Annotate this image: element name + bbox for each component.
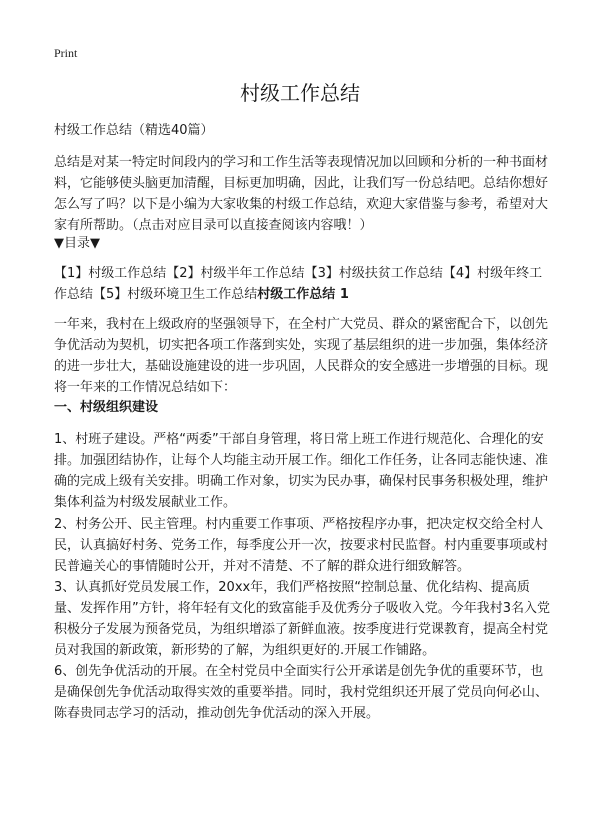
toc-link-1[interactable]: 【1】村级工作总结 [54, 266, 167, 281]
toc-link-3[interactable]: 【3】村级扶贫工作总结 [304, 266, 443, 281]
section-marker: 村级工作总结 1 [257, 287, 349, 302]
intro-paragraph: 总结是对某一特定时间段内的学习和工作生活等表现情况加以回顾和分析的一种书面材料，它能够使头脑更加清醒，目标更加明确，因此，让我们写一份总结吧。总结你想好怎么写了吗？以下是小编为大家收集的村级工作总结，欢迎大家借鉴与参考，希望对大家有所帮助。（点击对应目录可以直接查阅该内容哦！） [54, 155, 549, 233]
body-paragraph-5: 6、创先争优活动的开展。在全村党员中全面实行公开承诺是创先争优的重要环节，也是确保创先争优活动取得实效的重要举措。同时，我村党组织还开展了党员向何必山、陈春贵同志学习的活动，推动创先争优活动的深入开展。 [54, 664, 549, 721]
toc-link-4[interactable]: 【4】村级年终工作总结 [54, 266, 543, 302]
body-paragraph-4: 3、认真抓好党员发展工作，20xx年，我们严格按照“控制总量、优化结构、提高质量、发挥作用”方针，将年轻有文化的致富能手及优秀分子吸收入党。今年我村3名入党积极分子发展为预备党员，为组织增添了新鲜血液。按季度进行党课教育，提高全村党员对我国的新政策，新形势的了解，为组织更好的.开展工作铺路。 [54, 580, 551, 658]
print-label[interactable]: Print [54, 46, 78, 60]
page-title: 村级工作总结 [240, 81, 360, 105]
toc-heading: ▼目录▼ [54, 236, 100, 251]
body-paragraph-3: 2、村务公开、民主管理。村内重要工作事项、严格按程序办事，把决定权交给全村人民，认真搞好村务、党务工作，每季度公开一次，按要求村民监督。村内重要事项或村民普遍关心的事情随时公开，并对不清楚、不了解的群众进行细致解答。 [54, 517, 549, 574]
toc-link-2[interactable]: 【2】村级半年工作总结 [166, 266, 305, 281]
body-paragraph-1: 一年来，我村在上级政府的坚强领导下，在全村广大党员、群众的紧密配合下，以创先争优活动为契机，切实把各项工作落到实处，实现了基层组织的进一步加强，集体经济的进一步壮大，基础设施建设的进一步巩固，人民群众的安全感进一步增强的目标。现将一年来的工作情况总结如下： [54, 317, 549, 395]
toc-link-5[interactable]: 【5】村级环境卫生工作总结 [93, 287, 258, 302]
section-heading-1: 一、村级组织建设 [54, 400, 159, 415]
body-paragraph-2: 1、村班子建设。严格“两委”干部自身管理，将日常上班工作进行规范化、合理化的安排。加强团结协作，让每个人均能主动开展工作。细化工作任务，让各同志能快速、准确的完成上级有关安排。明确工作对象，切实为民办事，确保村民事务积极处理，维护集体利益为村级发展献业工作。 [54, 432, 549, 510]
table-of-contents [54, 263, 552, 305]
document-subtitle: 村级工作总结（精选40篇） [54, 123, 214, 138]
